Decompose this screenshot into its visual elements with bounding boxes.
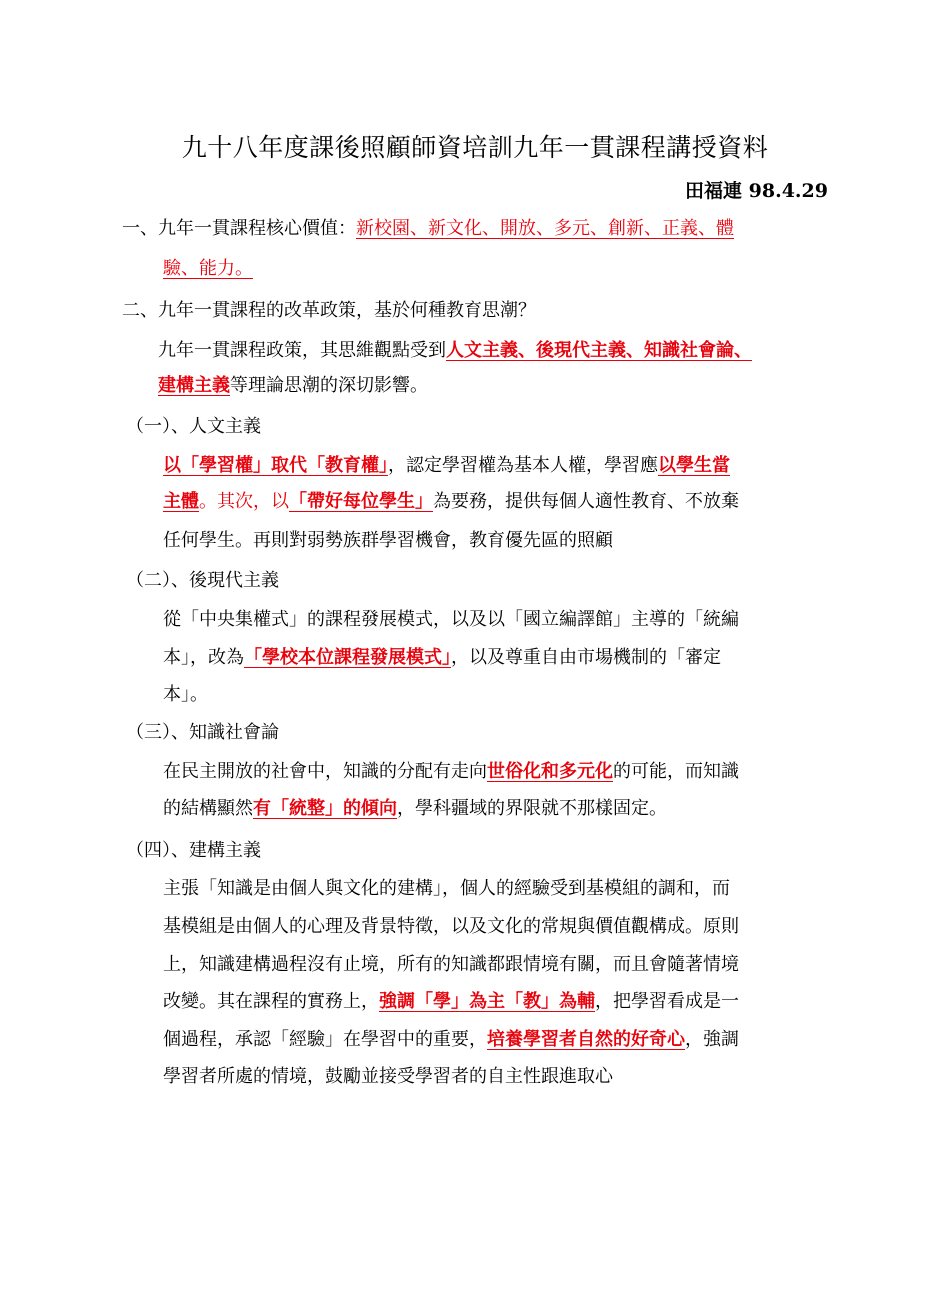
subsection-1-line-3: 任何學生。再則對弱勢族群學習機會，教育優先區的照顧 [163,530,613,551]
subsection-4-heading: （四）、建構主義 [126,840,261,861]
subsection-3-heading: （三）、知識社會論 [126,722,279,743]
highlight-text: 有「統整」的傾向 [253,798,397,819]
intro-text-cont: 等理論思潮的深切影響。 [230,375,428,396]
highlight-text: 「學校本位課程發展模式」 [244,647,451,668]
subsection-4-line-5 [163,1029,739,1051]
intro-text: 九年一貫課程政策，其思維觀點受到 [158,340,446,361]
author-date: 田福連 98.4.29 [685,180,828,202]
intro-highlight-cont: 建構主義 [158,375,230,396]
highlight-text: 強調「學」為主「教」為輔 [379,991,595,1012]
section-2-intro-line-2 [158,375,428,397]
body-text: ，以及尊重自由市場機制的「審定 [451,647,721,668]
subsection-3-line-1 [163,761,739,783]
red-text: 。其次，以 [199,491,289,512]
body-text: 個過程，承認「經驗」在學習中的重要， [163,1029,487,1050]
subsection-4-line-3: 上，知識建構過程沒有止境，所有的知識都跟情境有關，而且會隨著情境 [163,954,739,975]
core-values-text-cont: 驗、能力。 [163,258,253,279]
section-2-heading: 二、九年一貫課程的改革政策，基於何種教育思潮？ [122,300,536,321]
subsection-2-line-3: 本」。 [163,684,208,705]
section-1-line-1 [122,218,734,240]
subsection-4-line-1: 主張「知識是由個人與文化的建構」，個人的經驗受到基模組的調和，而 [163,878,730,899]
section-2-intro-line-1 [158,340,752,362]
subsection-4-line-2: 基模組是由個人的心理及背景特徵，以及文化的常規與價值觀構成。原則 [163,916,739,937]
highlight-text: 世俗化和多元化 [487,761,613,782]
highlight-text: 以學生當 [658,455,730,476]
highlight-text: 培養學習者自然的好奇心 [487,1029,685,1050]
body-text: ，把學習看成是一 [595,991,739,1012]
body-text: 的可能，而知識 [613,761,739,782]
subsection-1-heading: （一）、人文主義 [126,416,261,437]
intro-highlight: 人文主義、後現代主義、知識社會論、 [446,340,752,361]
body-text: 在民主開放的社會中，知識的分配有走向 [163,761,487,782]
section-1-line-2 [163,258,253,280]
highlight-text: 主體 [163,491,199,512]
subsection-4-line-4 [163,991,739,1013]
subsection-3-line-2 [163,798,667,820]
body-text: 本」，改為 [163,647,244,668]
subsection-4-line-6: 學習者所處的情境，鼓勵並接受學習者的自主性跟進取心 [163,1066,613,1087]
body-text: 的結構顯然 [163,798,253,819]
highlight-text: 以「學習權」取代「教育權」 [163,455,388,476]
subsection-1-line-2 [163,491,739,513]
subsection-2-line-1: 從「中央集權式」的課程發展模式，以及以「國立編譯館」主導的「統編 [163,609,739,630]
document-title: 九十八年度課後照顧師資培訓九年一貫課程講授資料 [181,133,769,162]
body-text: ，學科疆域的界限就不那樣固定。 [397,798,667,819]
body-text: ，認定學習權為基本人權，學習應 [388,455,658,476]
body-text: 改變。其在課程的實務上， [163,991,379,1012]
subsection-2-heading: （二）、後現代主義 [126,570,279,591]
subsection-2-line-2 [163,647,721,669]
highlight-text: 「帶好每位學生」 [289,491,433,512]
subsection-1-line-1 [163,455,730,477]
body-text: 為要務，提供每個人適性教育、不放棄 [433,491,739,512]
body-text: ，強調 [685,1029,739,1050]
core-values-text: 新校園、新文化、開放、多元、創新、正義、體 [356,218,734,239]
section-1-heading: 一、九年一貫課程核心價值： [122,218,356,239]
